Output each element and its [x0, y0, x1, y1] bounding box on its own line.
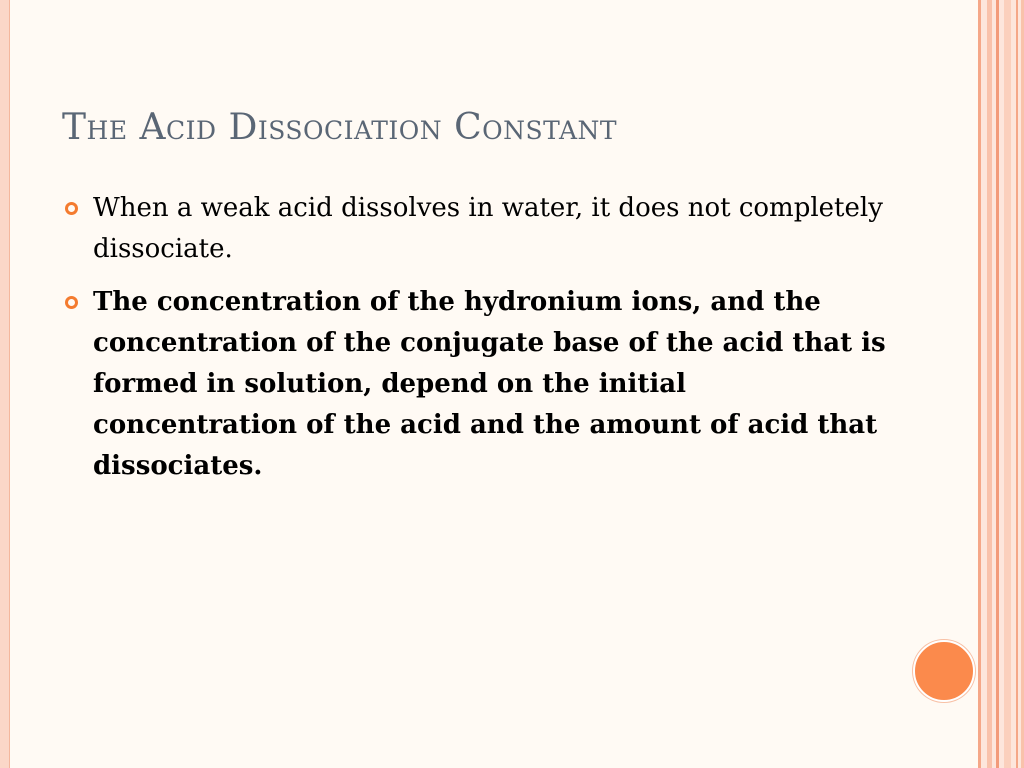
stripe — [987, 0, 992, 768]
stripe — [978, 0, 981, 768]
right-stripe-decoration — [978, 0, 1024, 768]
slide-title: The Acid Dissociation Constant — [62, 107, 618, 148]
bullet-item — [62, 188, 892, 270]
left-border-decoration — [0, 0, 10, 768]
accent-circle-decoration — [913, 640, 975, 702]
bullet-circle-icon — [65, 202, 78, 215]
stripe — [996, 0, 999, 768]
stripe — [1016, 0, 1018, 768]
bullet-circle-icon — [65, 296, 78, 309]
bullet-text: The concentration of the hydronium ions, and the concentration of the conjugate base of the acid that is formed in solution, depend on the initial concentration of the acid and the amount of acid that dissociates. — [93, 287, 886, 481]
bullet-item — [62, 282, 892, 487]
bullet-list — [62, 188, 892, 499]
stripe — [1004, 0, 1011, 768]
bullet-text: When a weak acid dissolves in water, it does not completely dissociate. — [93, 193, 883, 264]
